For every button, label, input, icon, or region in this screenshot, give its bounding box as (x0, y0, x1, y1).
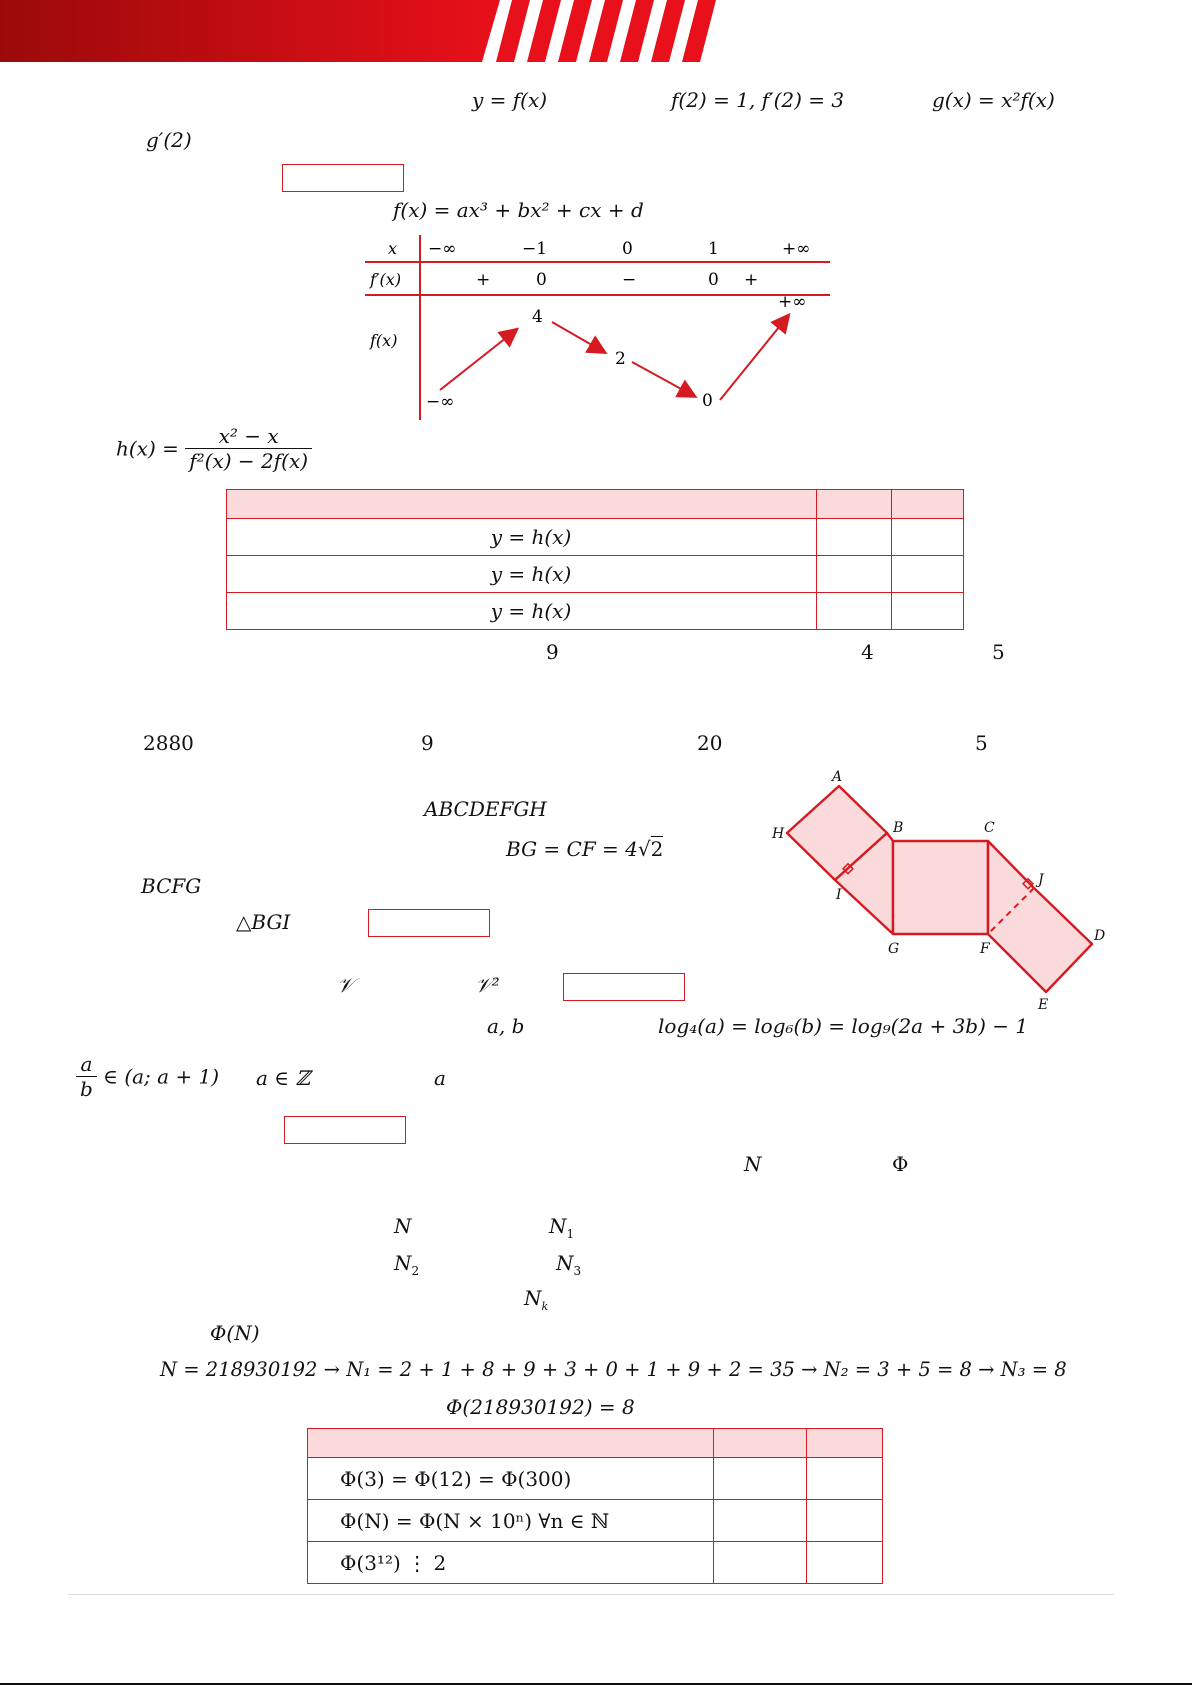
q2-function: f(x) = ax³ + bx² + cx + d (393, 198, 644, 222)
false-cell[interactable] (892, 593, 964, 630)
ratio-num: a (76, 1052, 97, 1077)
header-stripe (589, 0, 623, 62)
label-e: E (1038, 997, 1049, 1010)
header-stripe (527, 0, 561, 62)
answer-box[interactable] (368, 909, 490, 937)
f-val: 2 (615, 349, 626, 369)
false-cell[interactable] (807, 1542, 883, 1584)
header-stripe (651, 0, 685, 62)
false-cell[interactable] (892, 556, 964, 593)
v-symbol: 𝒱 (337, 973, 354, 997)
n2-base: N (394, 1251, 412, 1275)
x-val: 1 (708, 239, 719, 259)
example-chain: N = 218930192 → N₁ = 2 + 1 + 8 + 9 + 3 + 0 + 1 + 9 + 2 = 35 → N₂ = 3 + 5 = 8 → N₃ = 8 (160, 1358, 1067, 1381)
header-stripe (620, 0, 654, 62)
n1-base: N (549, 1214, 567, 1238)
length-equation: BG = CF = 4√2 (506, 837, 664, 861)
n-symbol: N (394, 1214, 412, 1238)
statement: y = h(x) (227, 519, 817, 556)
n3-symbol (556, 1251, 581, 1278)
h-numerator: x² − x (185, 424, 312, 449)
true-false-table-1 (226, 489, 964, 630)
statement: Φ(N) = Φ(N × 10ⁿ) ∀n ∈ ℕ (308, 1500, 714, 1542)
phi-n: Φ(N) (210, 1321, 260, 1345)
deriv-sign: + (744, 270, 759, 290)
deriv-sign: 0 (536, 270, 547, 290)
variables: a, b (487, 1014, 525, 1038)
header-stripe (682, 0, 716, 62)
n2-sub: 2 (411, 1264, 420, 1278)
phi-symbol: Φ (892, 1152, 909, 1176)
header-stripe (558, 0, 592, 62)
label-g: G (888, 941, 900, 957)
length-eq-text: BG = CF = 4 (506, 837, 638, 861)
false-cell[interactable] (807, 1458, 883, 1500)
deriv-sign: − (622, 270, 637, 290)
row-f-label: f(x) (370, 331, 398, 350)
v-squared: 𝒱² (475, 973, 500, 997)
number: 4 (861, 640, 874, 664)
h-fraction (185, 424, 312, 473)
example-result: Φ(218930192) = 8 (446, 1395, 635, 1419)
number: 2880 (143, 731, 194, 755)
ratio-den: b (80, 1077, 93, 1101)
x-val: 0 (622, 239, 633, 259)
true-false-table-2 (307, 1428, 883, 1584)
f-val: 4 (532, 307, 543, 327)
variation-table (360, 232, 840, 427)
label-d: D (1094, 928, 1106, 944)
statement: Φ(3¹²) ⋮ 2 (308, 1542, 714, 1584)
label-h: H (772, 826, 785, 842)
row-deriv-label: f′(x) (370, 270, 402, 289)
nk-sub: k (541, 1300, 549, 1313)
h-lhs: h(x) = (116, 436, 179, 461)
ratio-interval: ∈ (a; a + 1) (103, 1064, 220, 1089)
ratio-fraction (76, 1052, 97, 1101)
q1-g-def: g(x) = x²f(x) (932, 88, 1055, 112)
row-x-label: x (388, 239, 398, 258)
label-c: C (984, 820, 995, 836)
h-definition (116, 424, 312, 473)
number: 9 (421, 731, 434, 755)
q1-conditions: f(2) = 1, f′(2) = 3 (671, 88, 845, 112)
number: 5 (975, 731, 988, 755)
ratio-condition (76, 1052, 219, 1101)
n2-symbol (394, 1251, 419, 1278)
deriv-sign: 0 (708, 270, 719, 290)
h-denominator: f²(x) − 2f(x) (189, 449, 309, 473)
false-cell[interactable] (807, 1500, 883, 1542)
statement: Φ(3) = Φ(12) = Φ(300) (308, 1458, 714, 1500)
true-cell[interactable] (817, 519, 892, 556)
x-val: +∞ (782, 239, 811, 259)
x-val: −1 (522, 239, 548, 259)
sqrt-value: 2 (650, 837, 664, 861)
deriv-sign: + (476, 270, 491, 290)
a-variable: a (434, 1066, 446, 1090)
n1-symbol (549, 1214, 574, 1241)
triangle-name: △BGI (236, 910, 291, 934)
statement: y = h(x) (227, 593, 817, 630)
answer-box[interactable] (284, 1116, 406, 1144)
number: 5 (992, 640, 1005, 664)
n3-sub: 3 (573, 1264, 582, 1278)
nk-base: N (524, 1286, 542, 1310)
header-stripe (496, 0, 530, 62)
label-i: I (836, 887, 842, 903)
f-val: +∞ (778, 292, 807, 312)
label-a: A (832, 770, 843, 785)
n-symbol: N (744, 1152, 762, 1176)
a-in-z: a ∈ ℤ (256, 1066, 311, 1090)
square-name: BCFG (141, 874, 202, 898)
n1-sub: 1 (566, 1227, 575, 1241)
nk-symbol (524, 1286, 548, 1313)
footer-divider (68, 1594, 1114, 1595)
label-j: J (1038, 872, 1044, 888)
answer-box[interactable] (563, 973, 685, 1001)
true-cell[interactable] (817, 593, 892, 630)
answer-box[interactable] (282, 164, 404, 192)
f-val: −∞ (426, 392, 455, 412)
x-val: −∞ (428, 239, 457, 259)
true-cell[interactable] (714, 1458, 807, 1500)
label-f: F (980, 941, 990, 957)
true-cell[interactable] (714, 1542, 807, 1584)
true-cell[interactable] (817, 556, 892, 593)
q1-g-prime: g′(2) (146, 128, 192, 152)
statement: y = h(x) (227, 556, 817, 593)
false-cell[interactable] (892, 519, 964, 556)
true-cell[interactable] (714, 1500, 807, 1542)
header-banner (0, 0, 1192, 64)
log-equation: log₄(a) = log₆(b) = log₉(2a + 3b) − 1 (658, 1014, 1029, 1038)
polygon-name: ABCDEFGH (424, 797, 547, 821)
q1-function: y = f(x) (472, 88, 548, 112)
f-val: 0 (702, 391, 713, 411)
n3-base: N (556, 1251, 574, 1275)
number: 20 (697, 731, 723, 755)
number: 9 (546, 640, 559, 664)
label-b: B (893, 820, 904, 836)
geometry-figure (770, 770, 1110, 1010)
